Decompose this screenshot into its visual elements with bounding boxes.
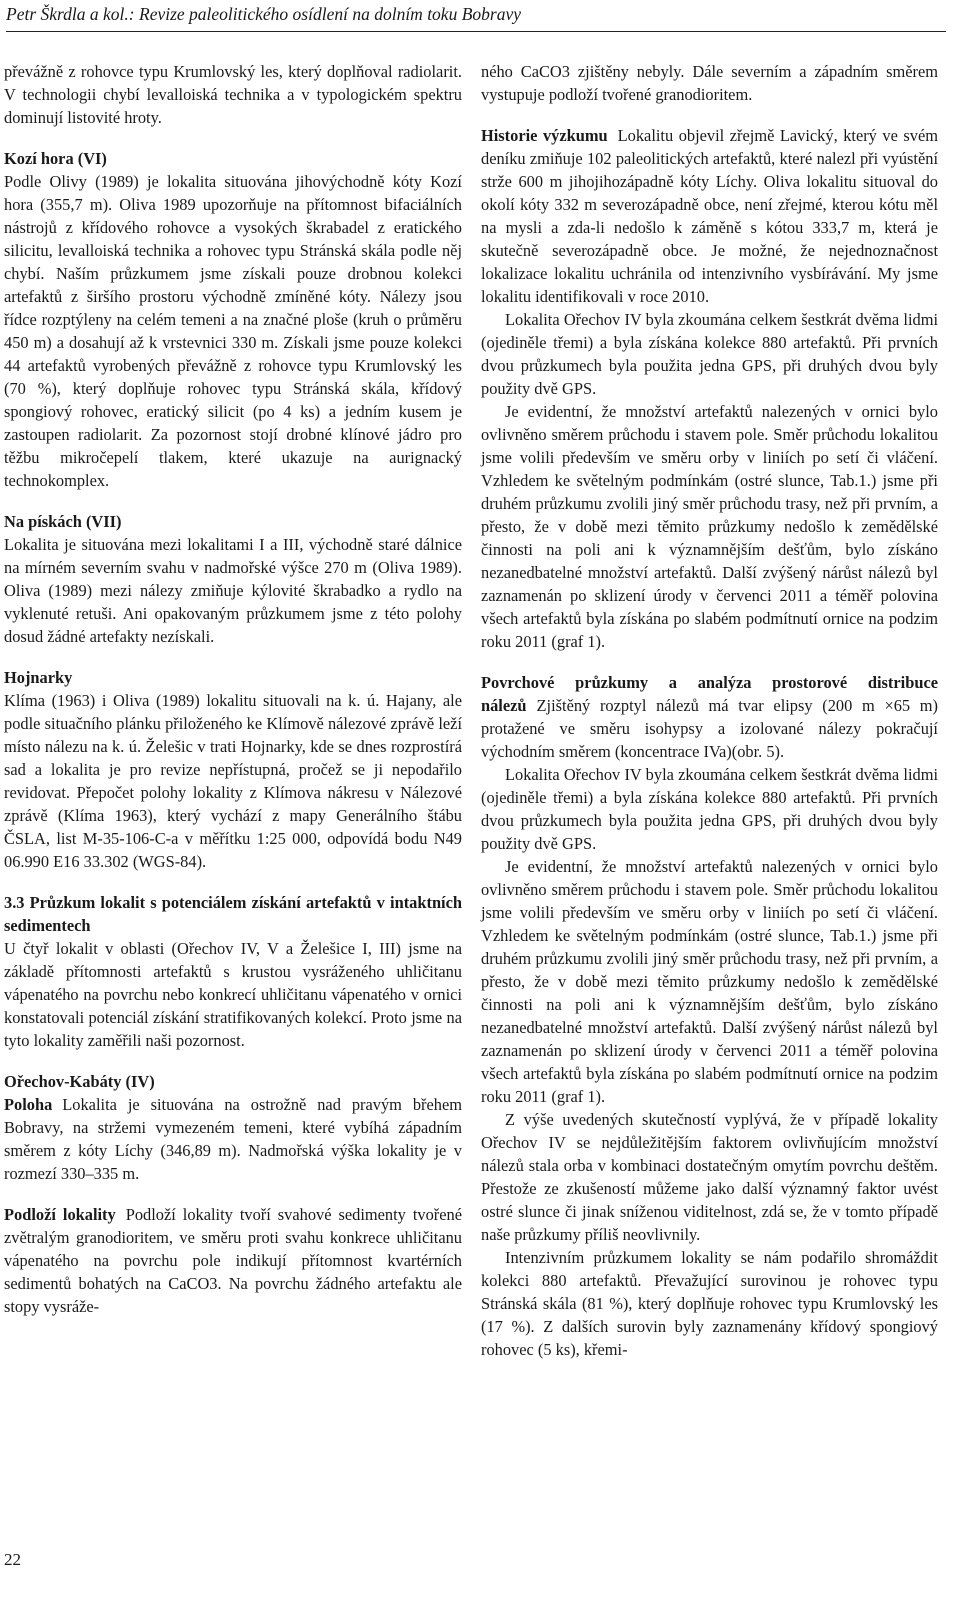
evidentni-paragraph-1: Je evidentní, že množství artefaktů nalezených v ornici bylo ovlivněno směrem průchodu i stavem pole. Směr průchodu lokalitou jsme volili především ve směru orby v liniích po setí či vláčení. Vzhledem ke světelným podmínkám (ostré slunce, Tab.1.) jsme při druhém průzkumu zvolili jiný směr průchodu trasy, než při prvním, a přesto, že v době mezi těmito průzkumy nedošlo k zemědělské činnosti na poli ani k významnějším dešťům, bylo získáno nezanedbatelné množství artefaktů. Další zvýšený nárůst nálezů byl zaznamenán po sklizení úrody v červenci 2011 a téměř polovina všech artefaktů byla získána po slabém podmítnutí ornice na podzim roku 2011 (graf 1). — [481, 402, 938, 651]
podlozi-label: Podloží lokality — [4, 1205, 116, 1224]
section-heading-kozi-hora: Kozí hora (VI) — [4, 149, 107, 168]
na-piskach-text: Lokalita je situována mezi lokalitami I a III, východně staré dálnice na mírném severním svahu v nadmořské výšce 270 m (Oliva 1989). Oliva (1989) mezi nálezy zmiňuje kýlovité škrabadko a rydlo na vyklenuté retuši. Ani opakovaným průzkumem jsme z této polohy dosud žádné artefakty nezískali. — [4, 535, 462, 646]
section-heading-na-piskach: Na pískách (VII) — [4, 512, 122, 531]
kozi-hora-text: Podle Olivy (1989) je lokalita situována jihovýchodně kóty Kozí hora (355,7 m). Oliva 1989 upozorňuje na přítomnost bifaciálních nástrojů z křídového rohovce a vysokých škrabadel z eratického silicitu, levalloiská technika a rohovec typu Stránská skála podle něj chybí. Naším průzkumem jsme získali pouze drobnou kolekci artefaktů z širšího prostoru východně zmíněné kóty. Nálezy jsou řídce rozptýleny na celém temeni a na značné ploše (kruh o průměru 450 m) a dosahují až k vrstevnici 330 m. Získali jsme pouze kolekci 44 artefaktů vyrobených převážně z rohovce typu Krumlovský les (70 %), který doplňuje rohovec typu Stránská skála, křídový spongiový rohovec, eratický silicit (po 4 ks) a jedním kusem je zastoupen radiolarit. Za pozornost stojí drobné klínové jádro pro těžbu mikročepelí tlakem, které ukazuje na aurignacký technokomplex. — [4, 172, 462, 490]
section-3-3-text: U čtyř lokalit v oblasti (Ořechov IV, V a Želešice I, III) jsme na základě přítomnosti artefaktů s krustou vysráženého uhličitanu vápenatého na povrchu nebo konkrecí uhličitanu vápenatého v ornici konstatovali potenciál získání stratifikovaných kolekcí. Proto jsme na tyto lokality zaměřili naši pozornost. — [4, 939, 462, 1050]
right-column — [481, 60, 938, 1361]
podlozi-paragraph — [4, 1203, 462, 1318]
povrchove-text: Zjištěný rozptyl nálezů má tvar elipsy (200 m ×65 m) protažené ve směru isohypsy a izolované nálezy pokračují východním směrem (koncentrace IVa)(obr. 5). — [481, 696, 938, 761]
historie-label: Historie výzkumu — [481, 126, 608, 145]
lokalita-paragraph-2: Lokalita Ořechov IV byla zkoumána celkem šestkrát dvěma lidmi (ojediněle třemi) a byla získána kolekce 880 artefaktů. Při prvních dvou průzkumech byla použita jedna GPS, při druhých dvou byly použity dvě GPS. — [481, 765, 938, 853]
historie-paragraph — [481, 124, 938, 308]
left-column — [4, 60, 462, 1318]
section-heading-hojnarky: Hojnarky — [4, 668, 73, 687]
poloha-label: Poloha — [4, 1095, 53, 1114]
z-vyse-paragraph: Z výše uvedených skutečností vyplývá, že v případě lokality Ořechov IV se nejdůležitějším faktorem ovlivňujícím množství nálezů stala orba v kombinaci dostatečným omytím povrchu deštěm. Přestože ze zkušeností můžeme jako další významný faktor uvést ostré slunce či jinak sníženou viditelnost, zdá se, že v tomto případě naše průzkumy příliš neovlivnily. — [481, 1110, 938, 1244]
intenzivnim-paragraph: Intenzivním průzkumem lokality se nám podařilo shromáždit kolekci 880 artefaktů. Převažující surovinou je rohovec typu Stránská skála (81 %), který doplňuje rohovec typu Krumlovský les (17 %). Z dalších surovin byly zaznamenány křídový spongiový rohovec (5 ks), křemi- — [481, 1248, 938, 1359]
running-title: Petr Škrdla a kol.: Revize paleolitického osídlení na dolním toku Bobravy — [6, 2, 946, 32]
section-heading-orechov-kabaty: Ořechov-Kabáty (IV) — [4, 1072, 155, 1091]
evidentni-paragraph-2: Je evidentní, že množství artefaktů nalezených v ornici bylo ovlivněno směrem průchodu i stavem pole. Směr průchodu lokalitou jsme volili především ve směru orby v liniích po setí či vláčení. Vzhledem ke světelným podmínkám (ostré slunce, Tab.1.) jsme při druhém průzkumu zvolili jiný směr průchodu trasy, než při prvním, a přesto, že v době mezi těmito průzkumy nedošlo k zemědělské činnosti na poli ani k významnějším dešťům, bylo získáno nezanedbatelné množství artefaktů. Další zvýšený nárůst nálezů byl zaznamenán po sklizení úrody v červenci 2011 a téměř polovina všech artefaktů byla získána po slabém podmítnutí ornice na podzim roku 2011 (graf 1). — [481, 857, 938, 1106]
hojnarky-text: Klíma (1963) i Oliva (1989) lokalitu situovali na k. ú. Hajany, ale podle situačního plánku přiloženého ke Klímově nálezové zprávě leží místo nálezu na k. ú. Želešic v trati Hojnarky, kde se dnes rozprostírá sad a lokalita je pro revize nepřístupná, pročež se ji nepodařilo revidovat. Přepočet polohy lokality z Klímova nákresu v Nálezové zprávě (Klíma 1963), který vychází z mapy Generálního štábu ČSLA, list M-35-106-C-a v měřítku 1:25 000, odpovídá bodu N49 06.990 E16 33.302 (WGS-84). — [4, 691, 462, 871]
historie-text: Lokalitu objevil zřejmě Lavický, který ve svém deníku zmiňuje 102 paleolitických artefaktů, které nalezl při vyústění strže 600 m jihojihozápadně kóty Líchy. Oliva lokalitu situoval do okolí kóty 332 m severozápadně obce, není zřejmé, kterou kótu měl na mysli a zda-li nedošlo k záměně s kótou 333,7 m, která je skutečně severozápadně obce. Je možné, že nejednoznačnost lokalizace lokalitu uchránila od intenzivního vysbírávání. My jsme lokalitu identifikovali v roce 2010. — [481, 126, 938, 306]
continuation-paragraph: ného CaCO3 zjištěny nebyly. Dále severním a západním směrem vystupuje podloží tvořené granodioritem. — [481, 62, 938, 104]
intro-paragraph: převážně z rohovce typu Krumlovský les, který doplňoval radiolarit. V technologii chybí levalloiská technika a v typologickém spektru dominují listovité hroty. — [4, 62, 462, 127]
podlozi-text: Podloží lokality tvoří svahové sedimenty tvořené zvětralým granodioritem, ve směru proti svahu konkrece uhličitanu vápenatého na povrchu pole indikují přítomnost kvartérních sedimentů bohatých na CaCO3. Na povrchu žádného artefaktu ale stopy vysráže- — [4, 1205, 462, 1316]
poloha-text: Lokalita je situována na ostrožně nad pravým břehem Bobravy, na stržemi vymezeném temeni, které vybíhá západním směrem z kóty Líchy (346,89 m). Nadmořská výška lokality je v rozmezí 330–335 m. — [4, 1095, 462, 1183]
povrchove-paragraph — [481, 671, 938, 763]
poloha-paragraph — [4, 1093, 462, 1185]
page-number: 22 — [4, 1550, 21, 1569]
povrchove-label: Povrchové průzkumy a analýza prostorové distribuce nálezů — [481, 673, 938, 715]
section-heading-3-3: 3.3 Průzkum lokalit s potenciálem získání artefaktů v intaktních sedimentech — [4, 893, 462, 935]
lokalita-paragraph-1: Lokalita Ořechov IV byla zkoumána celkem šestkrát dvěma lidmi (ojediněle třemi) a byla získána kolekce 880 artefaktů. Při prvních dvou průzkumech byla použita jedna GPS, při druhých dvou byly použity dvě GPS. — [481, 310, 938, 398]
